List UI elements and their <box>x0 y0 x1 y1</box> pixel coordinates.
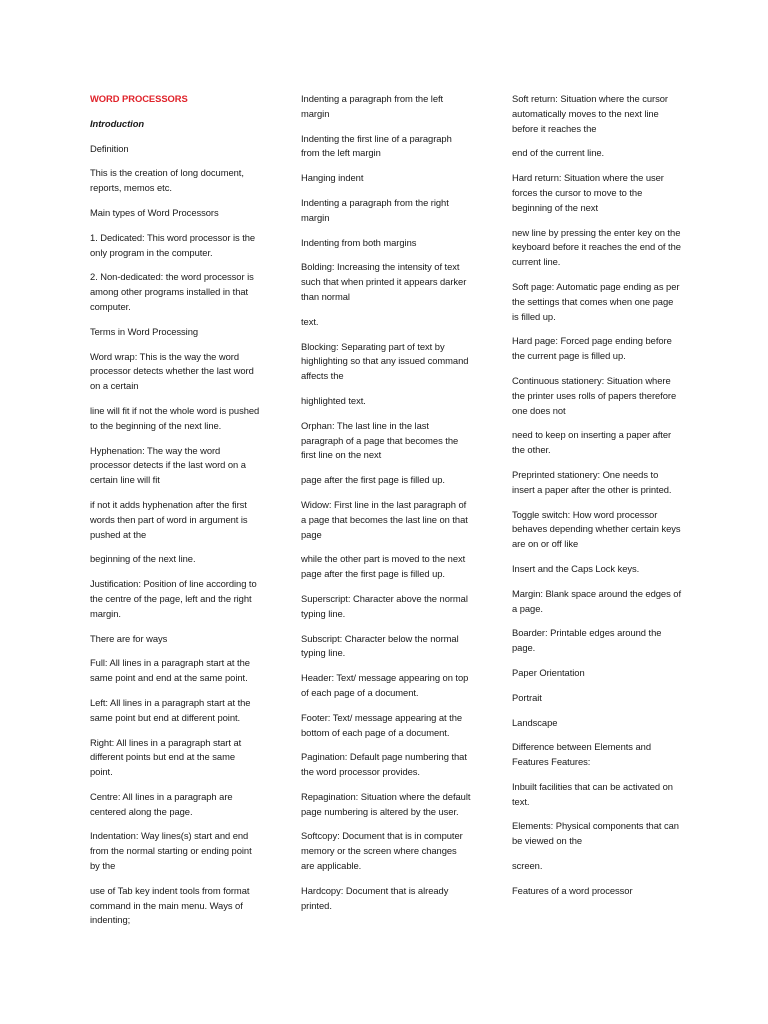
paragraph: Portrait <box>512 691 542 703</box>
paragraph: Indenting the first line of a paragraph from the left margin <box>301 132 452 159</box>
paragraph: need to keep on inserting a paper after the other. <box>512 429 672 456</box>
section-heading: Introduction <box>90 117 145 129</box>
paragraph: Right: All lines in a paragraph start at different points but end at the same point. <box>90 736 242 778</box>
paragraph: 2. Non-dedicated: the word processor is among other programs installed in that computer. <box>90 271 254 312</box>
paragraph: Hardcopy: Document that is already printed. <box>301 884 449 911</box>
paragraph: Difference between Elements and Features Features: <box>512 741 651 768</box>
paragraph: highlighted text. <box>301 394 366 406</box>
paragraph: Hyphenation: The way the word processor detects if the last word on a certain line will fit <box>90 444 246 486</box>
paragraph: while the other part is moved to the next page after the first page is filled up. <box>301 553 466 580</box>
paragraph: There are for ways <box>90 632 168 644</box>
paragraph: This is the creation of long document, reports, memos etc. <box>90 167 244 194</box>
paragraph: use of Tab key indent tools from format command in the main menu. Ways of indenting; <box>90 884 250 926</box>
column-1 <box>90 92 260 938</box>
paragraph: Hard return: Situation where the user forces the cursor to move to the beginning of the next <box>512 172 664 213</box>
paragraph: Softcopy: Document that is in computer memory or the screen where changes are applicable. <box>301 830 463 872</box>
paragraph: Soft page: Automatic page ending as per the settings that comes when one page is filled up. <box>512 280 680 322</box>
paragraph: Soft return: Situation where the cursor automatically moves to the next line before it reaches the <box>512 93 668 134</box>
paragraph: Centre: All lines in a paragraph are centered along the page. <box>90 790 233 817</box>
paragraph: Features of a word processor <box>512 884 633 896</box>
paragraph: Bolding: Increasing the intensity of text such that when printed it appears darker than normal <box>301 261 467 302</box>
paragraph: Pagination: Default page numbering that the word processor provides. <box>301 751 467 778</box>
paragraph: Boarder: Printable edges around the page. <box>512 627 662 654</box>
paragraph: Footer: Text/ message appearing at the bottom of each page of a document. <box>301 711 463 738</box>
paragraph: Subscript: Character below the normal typing line. <box>301 632 459 659</box>
paragraph: if not it adds hyphenation after the first words then part of word in argument is pushed at the <box>90 498 248 540</box>
paragraph: Definition <box>90 142 129 154</box>
paragraph: Orphan: The last line in the last paragraph of a page that becomes the first line on the next <box>301 419 459 461</box>
paragraph: Hard page: Forced page ending before the current page is filled up. <box>512 335 672 362</box>
paragraph: Landscape <box>512 716 558 728</box>
paragraph: screen. <box>512 860 543 872</box>
paragraph: Left: All lines in a paragraph start at the same point but end at different point. <box>90 696 251 723</box>
paragraph: Indenting a paragraph from the right margin <box>301 196 449 223</box>
paragraph: line will fit if not the whole word is pushed to the beginning of the next line. <box>90 404 260 431</box>
paragraph: Blocking: Separating part of text by highlighting so that any issued command affects the <box>301 340 469 382</box>
document-title: WORD PROCESSORS <box>90 93 188 104</box>
paragraph: Elements: Physical components that can be viewed on the <box>512 820 679 847</box>
paragraph: text. <box>301 315 319 327</box>
paragraph: 1. Dedicated: This word processor is the only program in the computer. <box>90 231 256 258</box>
paragraph: page after the first page is filled up. <box>301 474 445 486</box>
paragraph: Indentation: Way lines(s) start and end from the normal starting or ending point by the <box>90 830 252 872</box>
paragraph: Inbuilt facilities that can be activated on text. <box>512 780 673 807</box>
paragraph: Justification: Position of line according to the centre of the page, left and the right margin. <box>90 578 257 619</box>
paragraph: Header: Text/ message appearing on top of each page of a document. <box>301 672 469 698</box>
paragraph: Toggle switch: How word processor behaves depending whether certain keys are on or off like <box>512 508 681 550</box>
paragraph: Insert and the Caps Lock keys. <box>512 562 640 574</box>
paragraph: Indenting from both margins <box>301 236 417 248</box>
paragraph: Superscript: Character above the normal typing line. <box>301 592 468 619</box>
paragraph: Word wrap: This is the way the word processor detects whether the last word on a certain <box>90 350 254 392</box>
paragraph: Paper Orientation <box>512 666 585 678</box>
paragraph: Preprinted stationery: One needs to insert a paper after the other is printed. <box>512 468 672 495</box>
column-2 <box>301 92 471 923</box>
paragraph: Main types of Word Processors <box>90 206 219 218</box>
paragraph: beginning of the next line. <box>90 553 196 565</box>
paragraph: new line by pressing the enter key on the keyboard before it reaches the end of the current line. <box>512 226 681 268</box>
paragraph: Hanging indent <box>301 172 364 184</box>
paragraph: end of the current line. <box>512 147 605 159</box>
paragraph: Widow: First line in the last paragraph of a page that becomes the last line on that page <box>301 498 468 540</box>
paragraph: Continuous stationery: Situation where the printer uses rolls of papers therefore one does not <box>512 374 677 416</box>
paragraph: Terms in Word Processing <box>90 325 199 337</box>
column-3 <box>512 92 682 909</box>
paragraph: Repagination: Situation where the default page numbering is altered by the user. <box>301 790 471 817</box>
paragraph: Indenting a paragraph from the left margin <box>301 93 444 119</box>
paragraph: Margin: Blank space around the edges of a page. <box>512 587 681 614</box>
paragraph: Full: All lines in a paragraph start at the same point and end at the same point. <box>90 657 250 684</box>
